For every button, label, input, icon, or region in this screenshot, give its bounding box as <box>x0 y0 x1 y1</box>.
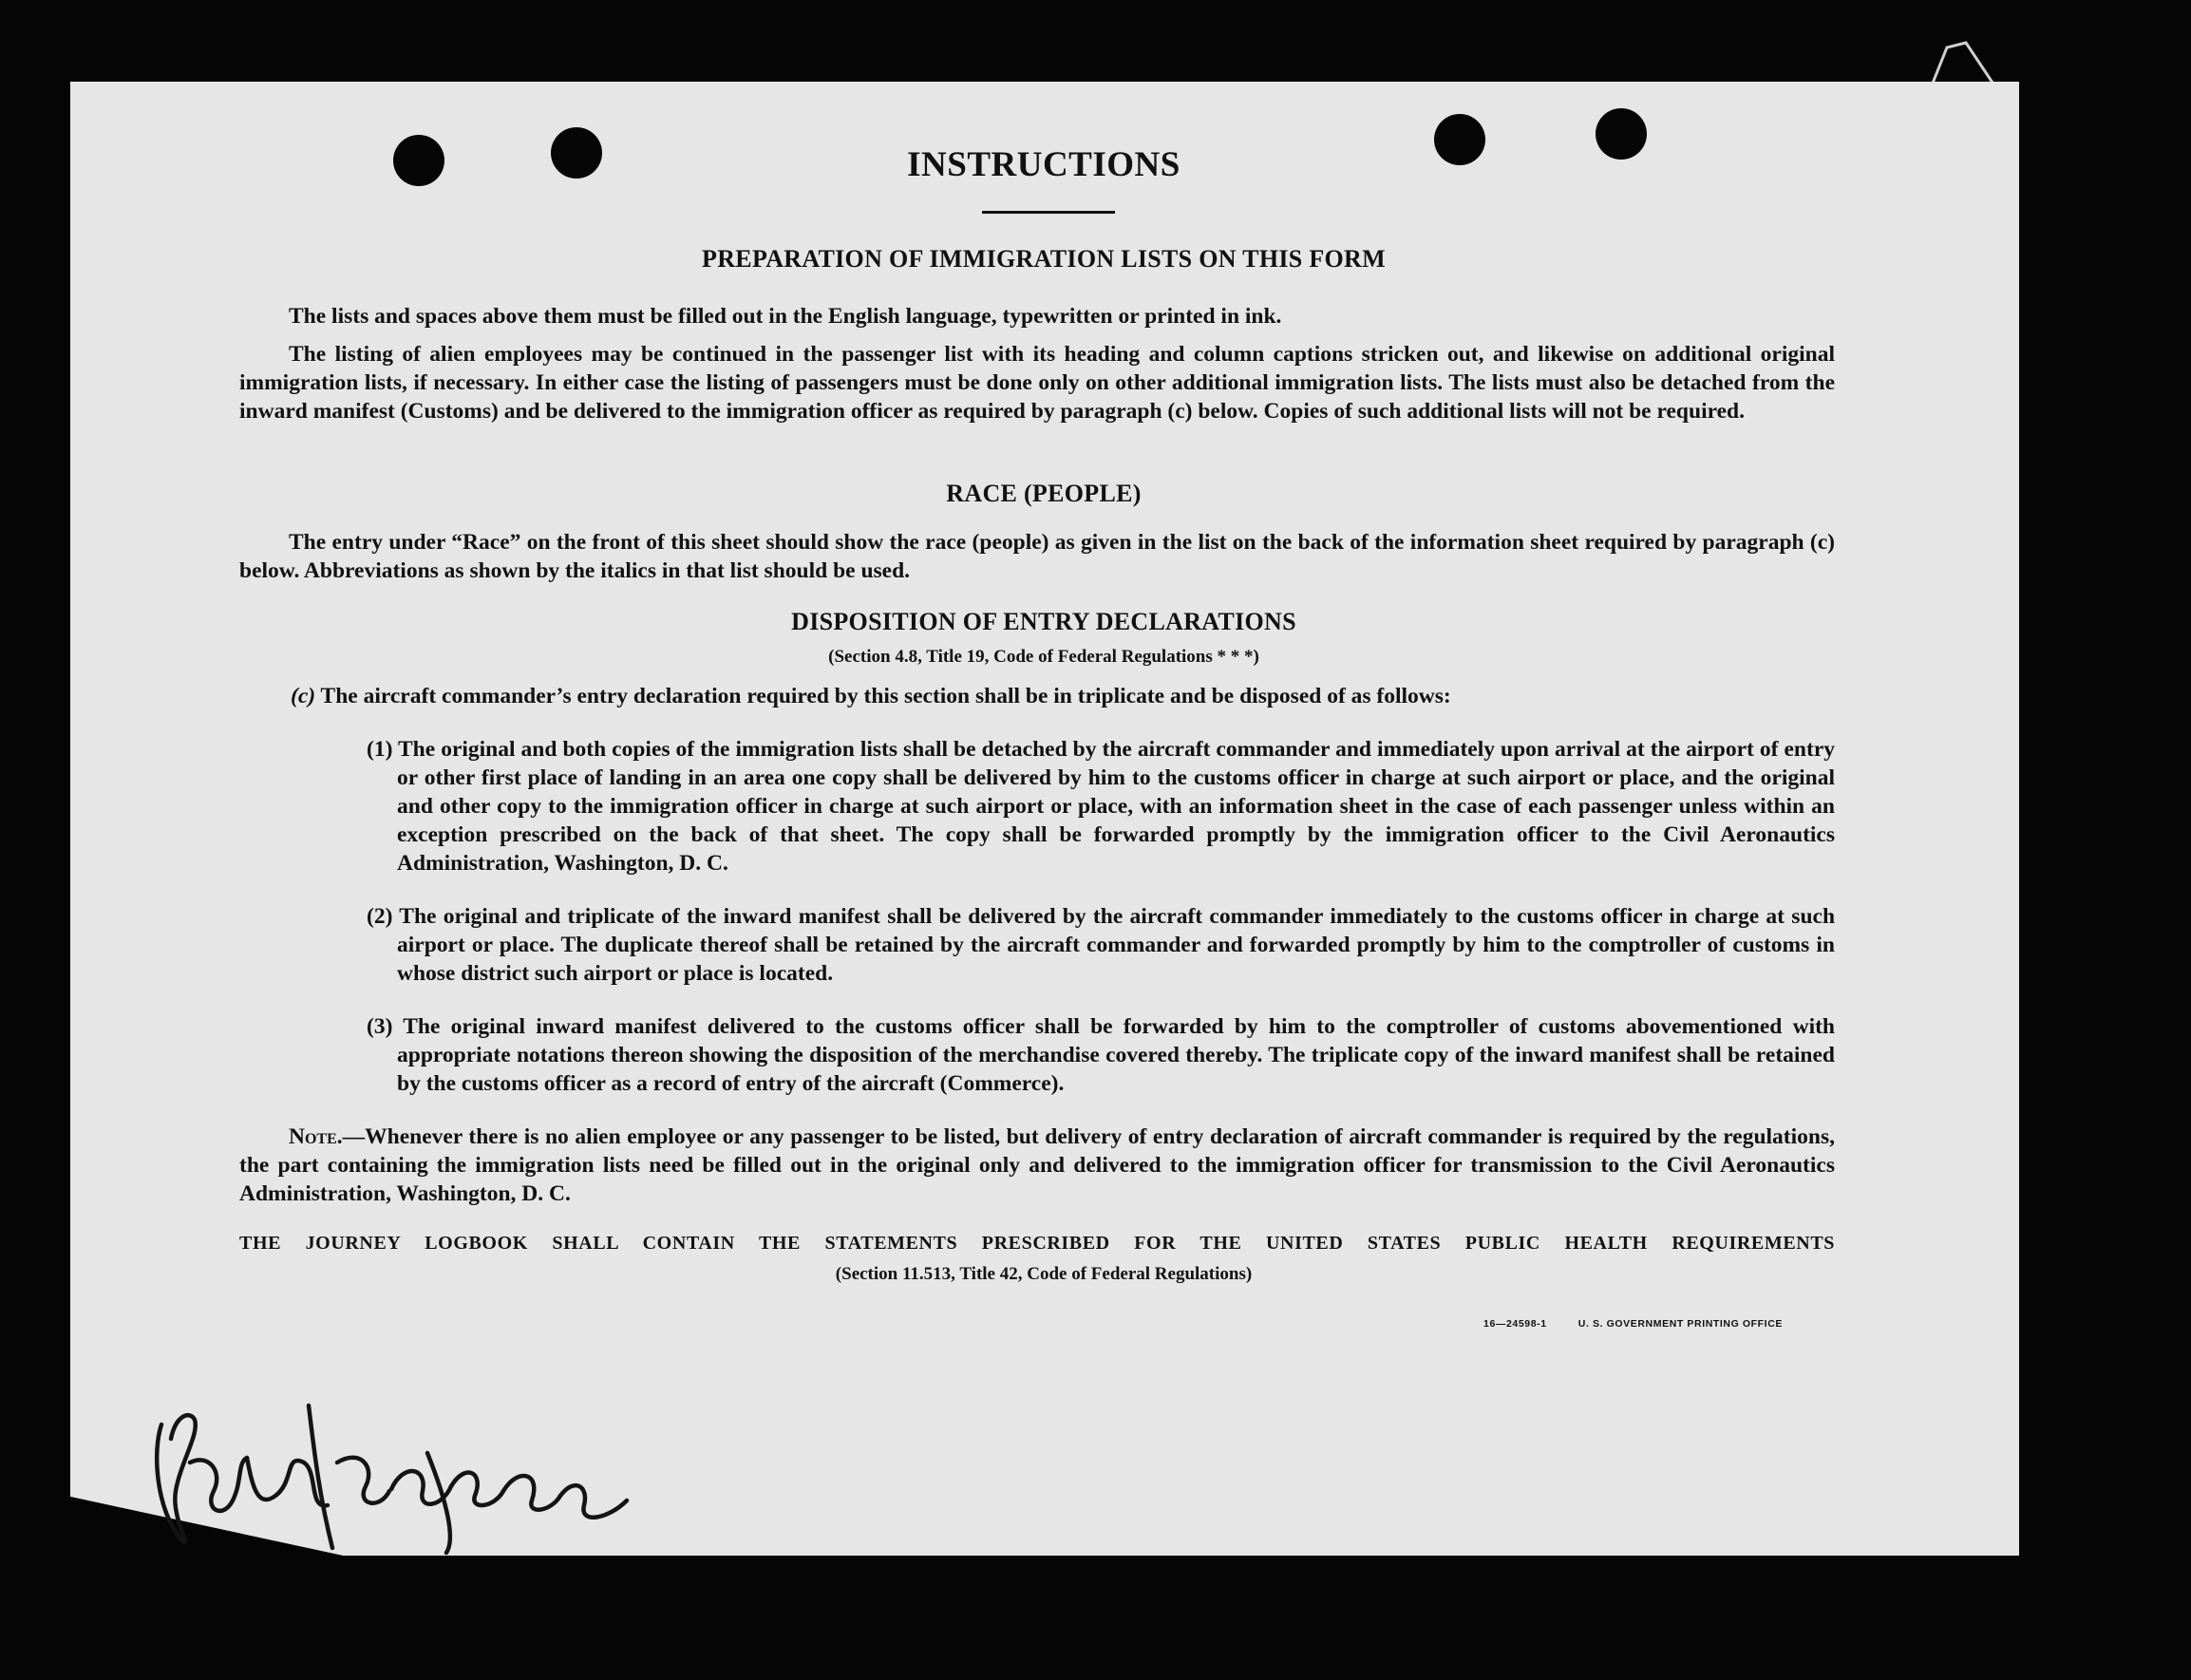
prep-paragraph-1: The lists and spaces above them must be filled out in the English language, typewritten or printed in ink. <box>289 304 1282 329</box>
item-1-text: The original and both copies of the immigration lists shall be detached by the aircraft commander and immediately upon arrival at the airport of entry or other first place of landing in an area one copy shall be delivered by him to the customs officer in charge at such airport or place, and the original and other copy to the immigration officer in charge at such airport or place, with an information sheet in the case of each passenger unless within an exception prescribed on the back of that sheet. The copy shall be forwarded promptly by the immigration officer to the Civil Aeronautics Administration, Washington, D. C. <box>397 737 1835 876</box>
prep-paragraph-2: The listing of alien employees may be continued in the passenger list with its heading and column captions stricken out, and likewise on additional original immigration lists, if necessary. In either case the listing of passengers must be done only on other additional immigration lists. The lists must also be detached from the inward manifest (Customs) and be delivered to the immigration officer as required by paragraph (c) below. Copies of such additional lists will not be required. <box>239 342 1835 424</box>
printing-office: U. S. GOVERNMENT PRINTING OFFICE <box>1577 1318 1783 1330</box>
item-1-label: (1) <box>367 737 393 762</box>
heading-preparation: PREPARATION OF IMMIGRATION LISTS ON THIS FORM <box>702 245 1386 273</box>
handwritten-signature <box>142 1396 636 1557</box>
paragraph-c-label: (c) <box>291 684 316 708</box>
disposition-citation: (Section 4.8, Title 19, Code of Federal Regulations * * *) <box>828 647 1259 667</box>
paragraph-c-text: The aircraft commander’s entry declaration required by this section shall be in triplicate and be disposed of as follows: <box>320 684 1451 708</box>
printer-line <box>1483 1318 1783 1330</box>
race-paragraph: The entry under “Race” on the front of this sheet should show the race (people) as given in the list on the back of the information sheet required by paragraph (c) below. Abbreviations as shown by the italics in that list should be used. <box>239 530 1835 583</box>
logbook-citation: (Section 11.513, Title 42, Code of Federal Regulations) <box>835 1264 1253 1284</box>
document-title: INSTRUCTIONS <box>907 145 1180 184</box>
form-number: 16—24598-1 <box>1483 1318 1547 1330</box>
disposition-paragraph-c <box>291 682 1835 710</box>
disposition-item-3 <box>338 1012 1835 1098</box>
note-text: —Whenever there is no alien employee or any passenger to be listed, but delivery of entry declaration of aircraft commander is required by the regulations, the part containing the immigration lists need be filled out in the original only and delivered to the immigration officer for transmission to the Civil Aeronautics Administration, Washington, D. C. <box>239 1124 1835 1206</box>
item-2-text: The original and triplicate of the inward manifest shall be delivered by the aircraft commander immediately to the customs officer in charge at such airport or place. The duplicate thereof shall be retained by the aircraft commander and forwarded promptly by him to the comptroller of customs in whose district such airport or place is located. <box>397 904 1836 986</box>
item-2-label: (2) <box>367 904 393 929</box>
disposition-item-2 <box>338 902 1835 988</box>
item-3-label: (3) <box>367 1014 393 1039</box>
note-paragraph <box>239 1123 1835 1208</box>
logbook-requirement: THE JOURNEY LOGBOOK SHALL CONTAIN THE STATEMENTS PRESCRIBED FOR THE UNITED STATES PUBLIC HEALTH REQUIREMENTS <box>239 1233 1835 1254</box>
heading-race: RACE (PEOPLE) <box>946 480 1142 507</box>
item-3-text: The original inward manifest delivered to the customs officer shall be forwarded by him to the comptroller of customs abovementioned with appropriate notations thereon showing the disposition of the merchandise covered thereby. The triplicate copy of the inward manifest shall be retained by the customs officer as a record of entry of the aircraft (Commerce). <box>397 1014 1836 1096</box>
note-label: Note. <box>289 1124 343 1149</box>
disposition-item-1 <box>338 735 1835 878</box>
title-underline <box>982 211 1115 214</box>
heading-disposition: DISPOSITION OF ENTRY DECLARATIONS <box>791 608 1296 635</box>
